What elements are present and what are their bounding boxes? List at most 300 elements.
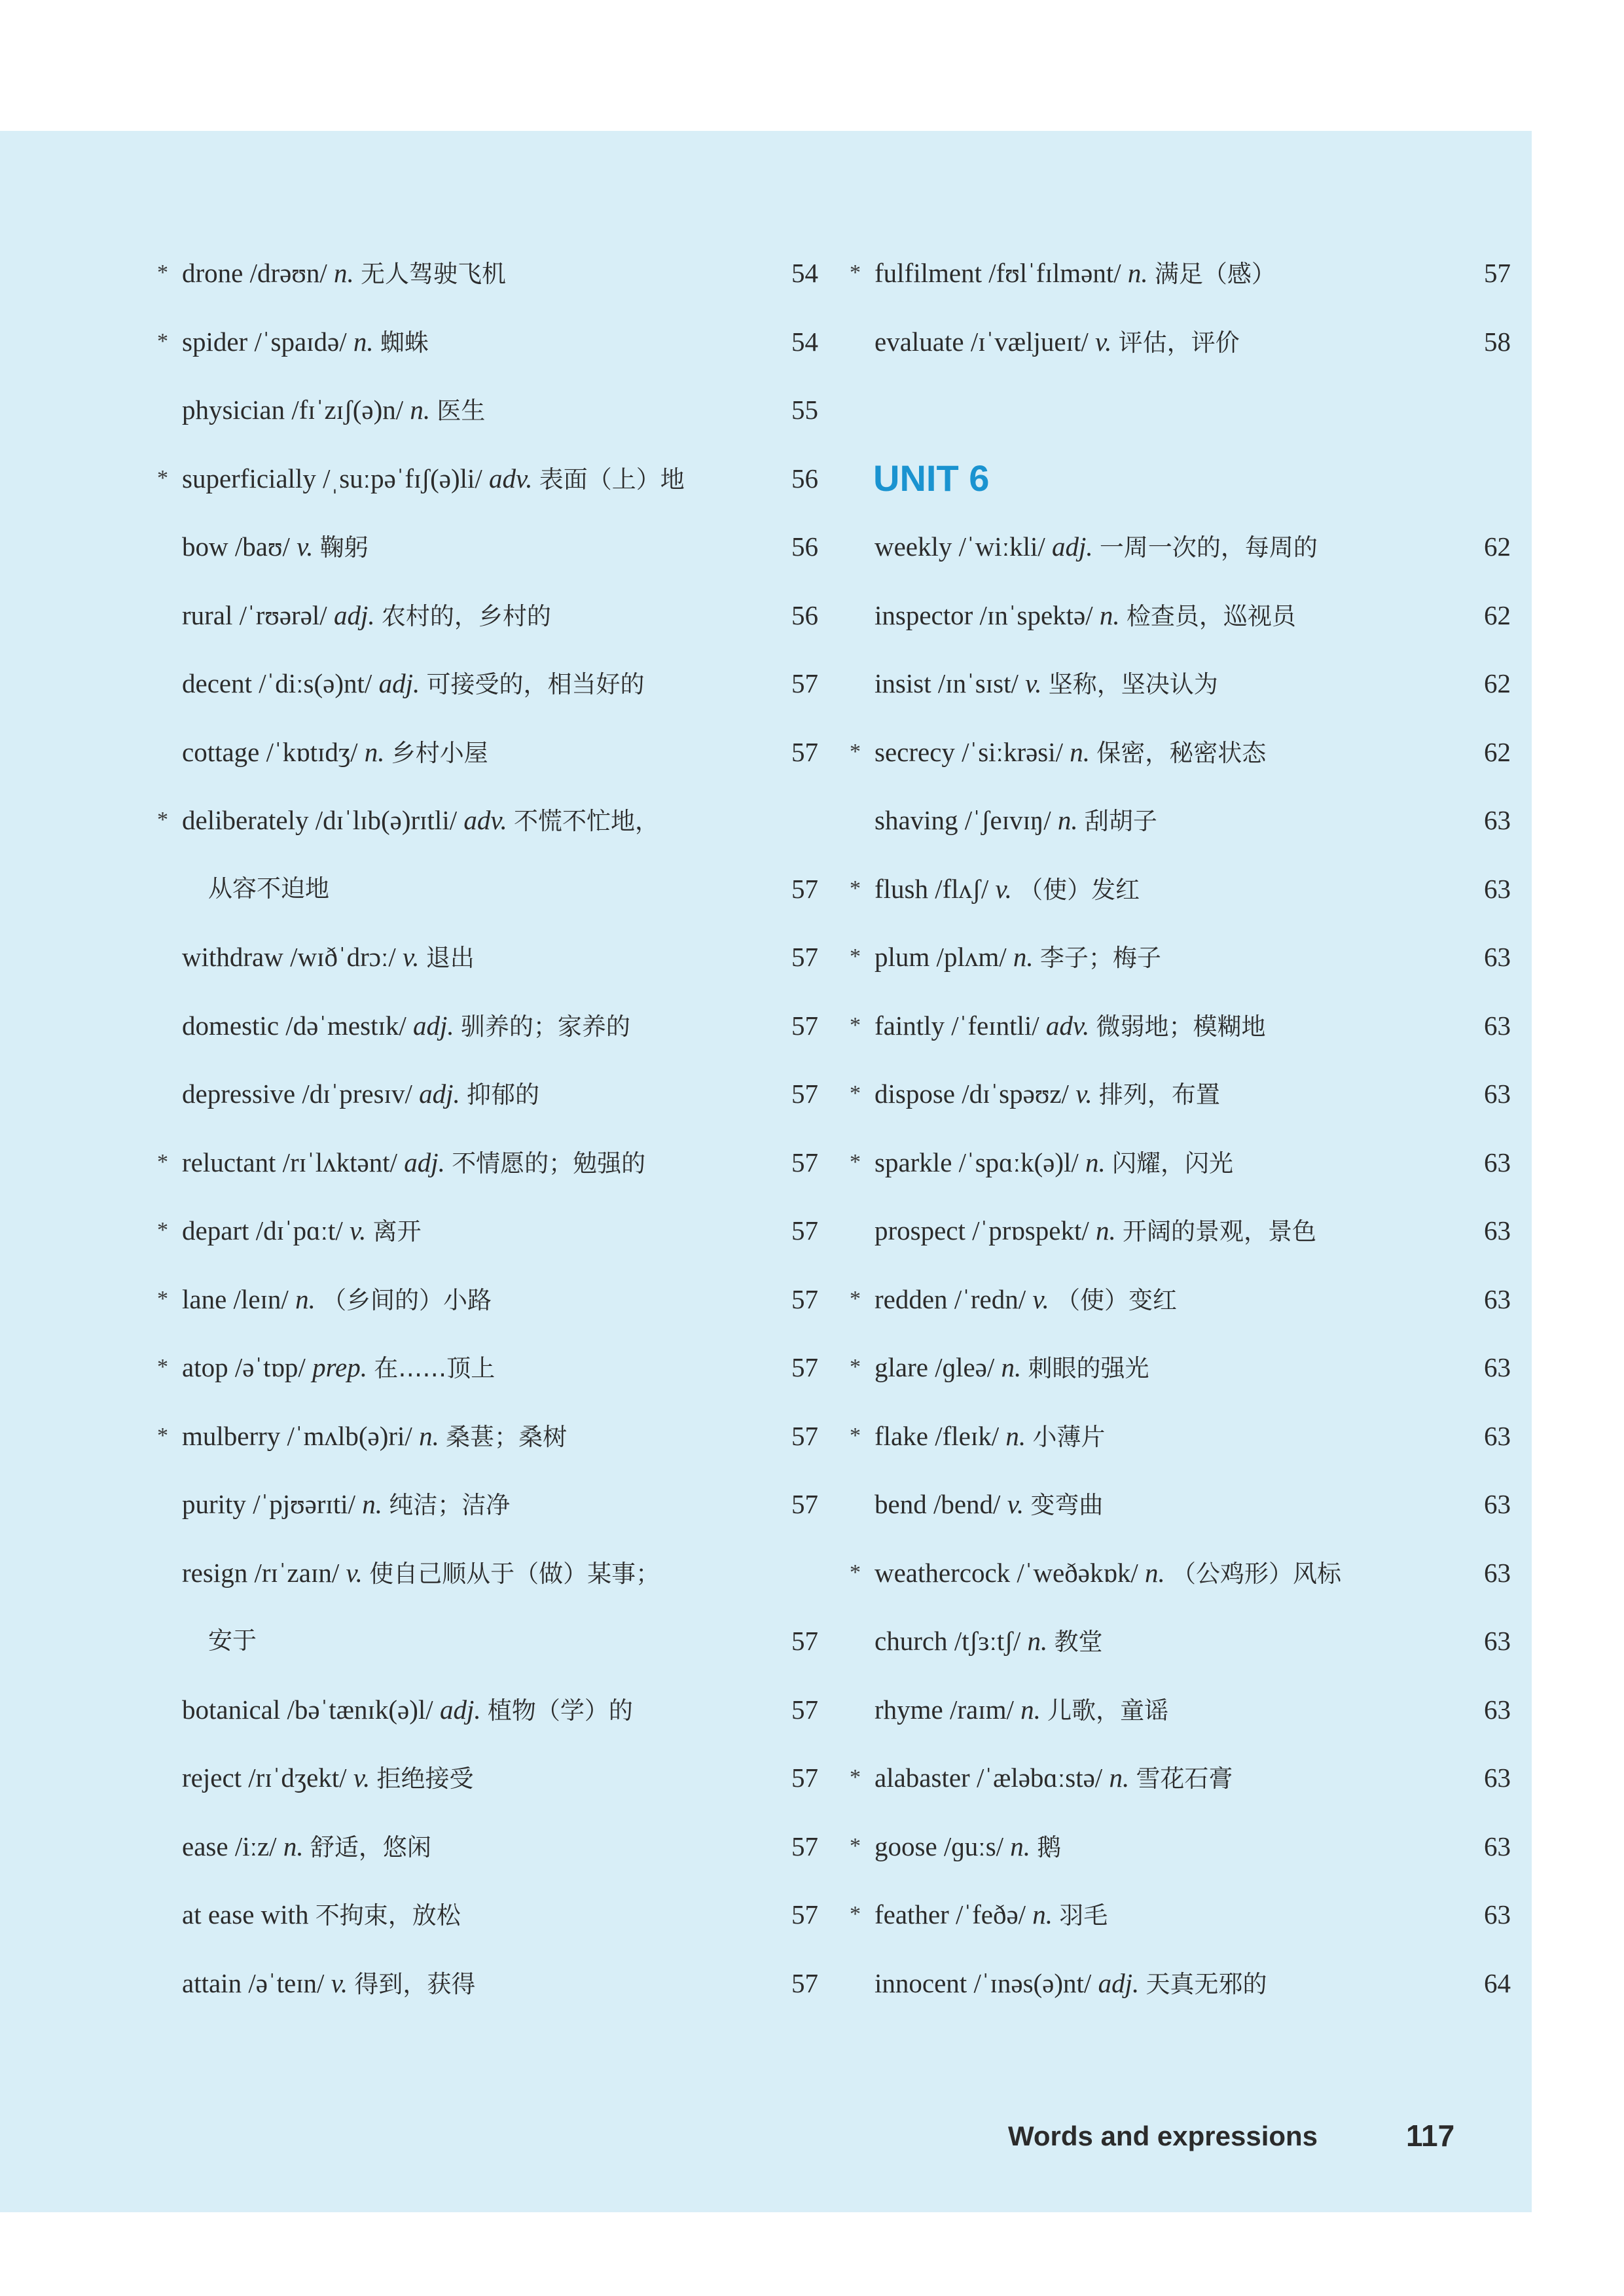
chinese-meaning: 桑葚；桑树 [446, 1422, 568, 1451]
entry-text [875, 992, 1266, 1062]
phonetic: /rɪˈlʌktənt/ [282, 1147, 398, 1177]
star-marker: * [850, 1902, 861, 1926]
page-ref: 57 [791, 1967, 818, 1998]
entry-text [182, 1196, 422, 1266]
entry-text [875, 581, 1296, 651]
phonetic: /ɪnˈspektə/ [979, 600, 1093, 630]
chinese-meaning: 农村的，乡村的 [381, 601, 551, 630]
chinese-meaning: 不拘束，放松 [315, 1901, 461, 1929]
part-of-speech: n. [1127, 258, 1148, 288]
chinese-meaning: 不慌不忙地， [514, 807, 660, 835]
vocab-entry [157, 1128, 818, 1197]
page-ref: 57 [791, 942, 818, 972]
vocab-entry [157, 1949, 818, 2018]
phonetic: /ˈwiːkli/ [958, 531, 1045, 562]
right-column-unit-entries [850, 512, 1511, 2017]
chinese-meaning: 天真无邪的 [1146, 1969, 1267, 1998]
chinese-meaning: 检查员，巡视员 [1126, 601, 1296, 630]
entry-text [182, 1812, 431, 1882]
headword: spider [182, 326, 248, 357]
chinese-meaning: 无人驾驶飞机 [361, 260, 506, 288]
page-ref: 57 [791, 1010, 818, 1041]
page-ref: 63 [1484, 1420, 1511, 1451]
entry-text [182, 923, 475, 993]
page-ref: 63 [1484, 1283, 1511, 1314]
phonetic: /tʃɜːtʃ/ [954, 1626, 1021, 1656]
headword: redden [875, 1283, 948, 1314]
star-marker: * [157, 1218, 168, 1242]
star-marker: * [850, 1149, 861, 1174]
part-of-speech: n. [1010, 1831, 1031, 1861]
page-ref: 57 [791, 1420, 818, 1451]
phonetic: /rɪˈzaɪn/ [254, 1557, 340, 1588]
phonetic: /ˈmʌlb(ə)ri/ [287, 1420, 412, 1451]
entry-text [182, 1676, 633, 1746]
headword: goose [875, 1831, 937, 1861]
part-of-speech: adj. [413, 1010, 454, 1041]
vocab-entry [157, 1196, 818, 1265]
phonetic: /ˈredn/ [954, 1283, 1026, 1314]
page-ref: 56 [791, 531, 818, 562]
headword: inspector [875, 600, 973, 630]
vocab-entry [850, 1333, 1511, 1402]
entry-text [182, 718, 488, 788]
entry-text [182, 581, 551, 651]
vocab-entry [157, 1812, 818, 1881]
part-of-speech: n. [1085, 1147, 1106, 1177]
page-ref: 63 [1484, 1215, 1511, 1246]
vocab-entry [157, 581, 818, 650]
footer-page-number: 117 [1406, 2119, 1455, 2153]
page-ref: 57 [1484, 258, 1511, 288]
entry-text [875, 855, 1140, 925]
part-of-speech: adj. [333, 600, 375, 630]
chinese-meaning: 使自己顺从于（做）某事； [369, 1559, 660, 1588]
page-ref: 57 [791, 736, 818, 767]
star-marker: * [157, 1355, 168, 1379]
vocab-entry [157, 718, 818, 787]
star-marker: * [850, 1013, 861, 1037]
part-of-speech: n. [1099, 600, 1120, 630]
page-ref: 58 [1484, 326, 1511, 357]
part-of-speech: adj. [439, 1694, 481, 1725]
vocab-entry [850, 1812, 1511, 1881]
entry-text [182, 1265, 492, 1335]
part-of-speech: n. [334, 258, 354, 288]
chinese-meaning: 刺眼的强光 [1028, 1354, 1149, 1382]
phonetic: /ˈpjʊərɪti/ [253, 1489, 356, 1519]
headword: plum [875, 942, 930, 972]
headword: domestic [182, 1010, 280, 1041]
headword: church [875, 1626, 948, 1656]
page-ref: 55 [791, 395, 818, 425]
part-of-speech: v. [353, 1763, 370, 1793]
headword: drone [182, 258, 244, 288]
phonetic: /dɪˈpɑːt/ [255, 1215, 343, 1246]
chinese-meaning: 儿歌，童谣 [1047, 1696, 1169, 1725]
part-of-speech: adj. [378, 668, 420, 698]
chinese-meaning: 抑郁的 [467, 1081, 539, 1109]
part-of-speech: v. [1075, 1079, 1092, 1109]
headword: reluctant [182, 1147, 276, 1177]
phonetic: /ɪnˈsɪst/ [937, 668, 1019, 698]
star-marker: * [850, 1355, 861, 1379]
vocab-entry [157, 376, 818, 444]
chinese-meaning: 舒适，悠闲 [310, 1833, 431, 1861]
entry-continuation: 安于 [208, 1626, 257, 1655]
phonetic: /rɪˈdʒekt/ [248, 1763, 347, 1793]
phonetic: /ɡleə/ [935, 1352, 995, 1382]
entry-text [875, 718, 1266, 788]
chinese-meaning: （公鸡形）风标 [1172, 1559, 1342, 1588]
phonetic: /bend/ [933, 1489, 1001, 1519]
entry-text [182, 1744, 473, 1814]
headword: superficially [182, 463, 316, 493]
entry-text [182, 1880, 461, 1950]
entry-text [182, 1333, 495, 1403]
phonetic: /wɪðˈdrɔː/ [290, 942, 396, 972]
headword: atop [182, 1352, 228, 1382]
part-of-speech: adv. [463, 805, 507, 835]
part-of-speech: adj. [1052, 531, 1093, 562]
page-ref: 62 [1484, 736, 1511, 767]
page-ref: 63 [1484, 1831, 1511, 1861]
part-of-speech: n. [1057, 805, 1078, 835]
phonetic: /ˈfeðə/ [956, 1899, 1026, 1929]
phonetic: /dɪˈspəʊz/ [962, 1079, 1069, 1109]
chinese-meaning: 得到，获得 [354, 1969, 476, 1998]
headword: at ease with [182, 1899, 309, 1929]
chinese-meaning: 可接受的，相当好的 [426, 670, 645, 698]
page-ref: 63 [1484, 1694, 1511, 1725]
chinese-meaning: 变弯曲 [1030, 1491, 1104, 1519]
vocab-entry [850, 1128, 1511, 1197]
vocab-entry [850, 1607, 1511, 1676]
page-ref: 57 [791, 1763, 818, 1793]
vocab-entry [850, 581, 1511, 650]
headword: depressive [182, 1079, 296, 1109]
vocab-entry [157, 512, 818, 581]
headword: weathercock [875, 1557, 1011, 1588]
part-of-speech: n. [1020, 1694, 1041, 1725]
chinese-meaning: 微弱地；模糊地 [1096, 1012, 1266, 1041]
vocab-entry [850, 992, 1511, 1060]
entry-text [182, 1949, 475, 2019]
phonetic: /əˈtɒp/ [234, 1352, 306, 1382]
headword: bend [875, 1489, 927, 1519]
entry-text [875, 308, 1240, 378]
unit-heading-text: UNIT 6 [873, 457, 990, 499]
headword: evaluate [875, 326, 964, 357]
part-of-speech: n. [1001, 1352, 1022, 1382]
page-ref: 63 [1484, 1557, 1511, 1588]
part-of-speech: n. [353, 326, 374, 357]
entry-text [182, 1539, 660, 1609]
chinese-meaning: 评估，评价 [1118, 328, 1240, 357]
page-ref: 57 [791, 1694, 818, 1725]
part-of-speech: v. [350, 1215, 367, 1246]
star-marker: * [157, 1286, 168, 1311]
phonetic: /raɪm/ [950, 1694, 1014, 1725]
part-of-speech: v. [403, 942, 420, 972]
chinese-meaning: 排列，布置 [1098, 1081, 1220, 1109]
chinese-meaning: 在……顶上 [374, 1354, 496, 1382]
vocab-entry [157, 1744, 818, 1812]
headword: dispose [875, 1079, 955, 1109]
phonetic: /bəˈtænɪk(ə)l/ [287, 1694, 433, 1725]
headword: bow [182, 531, 228, 562]
vocab-entry [157, 923, 818, 992]
part-of-speech: n. [1095, 1215, 1116, 1246]
vocab-entry [850, 1470, 1511, 1539]
entry-text [182, 992, 630, 1062]
entry-text [875, 512, 1318, 583]
entry-continuation: 从容不迫地 [208, 874, 329, 903]
phonetic: /plʌm/ [936, 942, 1007, 972]
vocab-entry [850, 923, 1511, 992]
page-ref: 57 [791, 1079, 818, 1109]
vocab-entry [850, 718, 1511, 787]
chinese-meaning: 满足（感） [1154, 260, 1276, 288]
part-of-speech: v. [331, 1967, 348, 1998]
star-marker: * [850, 1286, 861, 1311]
vocab-entry [157, 1333, 818, 1402]
page-ref: 63 [1484, 942, 1511, 972]
headword: deliberately [182, 805, 309, 835]
phonetic: /fɪˈzɪʃ(ə)n/ [291, 395, 404, 425]
entry-text [875, 649, 1218, 719]
phonetic: /fleɪk/ [935, 1420, 1000, 1451]
headword: physician [182, 395, 285, 425]
chinese-meaning: 不情愿的；勉强的 [452, 1149, 646, 1177]
vocab-entry [157, 239, 818, 308]
chinese-meaning: 纯洁；洁净 [389, 1491, 511, 1519]
entry-text [182, 376, 485, 446]
part-of-speech: n. [295, 1283, 316, 1314]
page-ref: 56 [791, 600, 818, 630]
footer-title: Words and expressions [1008, 2121, 1318, 2151]
entry-text [182, 308, 429, 378]
chinese-meaning: 蜘蛛 [380, 328, 429, 357]
vocab-entry [850, 1949, 1511, 2018]
chinese-meaning: 乡村小屋 [391, 738, 488, 767]
headword: weekly [875, 531, 952, 562]
entry-text [875, 1744, 1233, 1814]
phonetic: /ˈweðəkɒk/ [1017, 1557, 1138, 1588]
vocab-entry [157, 1607, 818, 1676]
part-of-speech: n. [1032, 1899, 1053, 1929]
page-ref: 63 [1484, 1079, 1511, 1109]
page-ref: 63 [1484, 1626, 1511, 1656]
headword: depart [182, 1215, 249, 1246]
headword: resign [182, 1557, 248, 1588]
entry-text [875, 1128, 1233, 1198]
headword: rhyme [875, 1694, 943, 1725]
phonetic: /ɡuːs/ [943, 1831, 1004, 1861]
star-marker: * [850, 1560, 861, 1585]
page-ref: 63 [1484, 1763, 1511, 1793]
chinese-meaning: 雪花石膏 [1136, 1765, 1233, 1793]
part-of-speech: adj. [404, 1147, 445, 1177]
phonetic: /ˈrʊərəl/ [239, 600, 327, 630]
headword: withdraw [182, 942, 283, 972]
vocab-entry [157, 308, 818, 376]
part-of-speech: n. [1013, 942, 1034, 972]
phonetic: /ˈfeɪntli/ [951, 1010, 1039, 1041]
star-marker: * [850, 739, 861, 764]
part-of-speech: n. [410, 395, 431, 425]
part-of-speech: v. [1032, 1283, 1049, 1314]
vocab-entry [850, 1744, 1511, 1812]
entry-text [875, 786, 1157, 856]
star-marker: * [850, 1081, 861, 1105]
chinese-meaning: 离开 [372, 1217, 422, 1246]
page-ref: 62 [1484, 600, 1511, 630]
phonetic: /ˌsuːpəˈfɪʃ(ə)li/ [323, 463, 482, 493]
part-of-speech: adv. [489, 463, 533, 493]
phonetic: /ˈsiːkrəsi/ [962, 736, 1064, 767]
page-ref: 62 [1484, 668, 1511, 698]
page-ref: 56 [791, 463, 818, 493]
part-of-speech: n. [419, 1420, 439, 1451]
headword: attain [182, 1967, 242, 1998]
entry-text [182, 1060, 539, 1130]
vocab-entry [157, 1060, 818, 1128]
headword: purity [182, 1489, 246, 1519]
part-of-speech: n. [362, 1489, 383, 1519]
chinese-meaning: 驯养的；家养的 [460, 1012, 630, 1041]
phonetic: /əˈteɪn/ [248, 1967, 325, 1998]
part-of-speech: prep. [312, 1352, 367, 1382]
headword: shaving [875, 805, 958, 835]
chinese-meaning: 退出 [425, 944, 475, 972]
star-marker: * [157, 1423, 168, 1448]
page-ref: 62 [1484, 531, 1511, 562]
entry-text [182, 649, 644, 719]
page-ref: 63 [1484, 805, 1511, 835]
vocab-entry [157, 855, 818, 924]
right-column [850, 239, 1511, 2017]
vocab-entry [157, 444, 818, 513]
star-marker: * [850, 260, 861, 285]
entry-text [182, 786, 659, 856]
chinese-meaning: 开阔的景观，景色 [1122, 1217, 1316, 1246]
page-ref: 57 [791, 1831, 818, 1861]
part-of-speech: adj. [419, 1079, 460, 1109]
part-of-speech: v. [1007, 1489, 1024, 1519]
page-ref: 63 [1484, 1489, 1511, 1519]
entry-text [875, 1265, 1177, 1335]
phonetic: /ˈspaɪdə/ [254, 326, 347, 357]
page-ref: 63 [1484, 873, 1511, 904]
phonetic: /ˈprɒspekt/ [972, 1215, 1089, 1246]
vocab-entry [850, 855, 1511, 924]
headword: secrecy [875, 736, 955, 767]
part-of-speech: v. [995, 873, 1012, 904]
chinese-meaning: 小薄片 [1032, 1422, 1106, 1451]
page-ref: 63 [1484, 1010, 1511, 1041]
entry-text [875, 923, 1161, 993]
chinese-meaning: 李子；梅子 [1039, 944, 1161, 972]
headword: glare [875, 1352, 928, 1382]
entry-text [875, 1470, 1103, 1540]
chinese-meaning: 一周一次的，每周的 [1099, 533, 1318, 562]
part-of-speech: v. [297, 531, 314, 562]
headword: prospect [875, 1215, 965, 1246]
part-of-speech: n. [283, 1831, 304, 1861]
entry-text [875, 1402, 1105, 1472]
chinese-meaning: 表面（上）地 [539, 465, 685, 493]
vocab-entry [850, 786, 1511, 855]
chinese-meaning: 坚称，坚决认为 [1048, 670, 1218, 698]
entry-text [875, 1676, 1168, 1746]
entry-text [875, 1539, 1341, 1609]
star-marker: * [850, 1765, 861, 1789]
vocab-entry [157, 1676, 818, 1744]
part-of-speech: v. [1025, 668, 1042, 698]
part-of-speech: n. [1005, 1420, 1026, 1451]
phonetic: /ˈspɑːk(ə)l/ [958, 1147, 1079, 1177]
part-of-speech: n. [364, 736, 385, 767]
page-ref: 57 [791, 1489, 818, 1519]
star-marker: * [850, 876, 861, 901]
page-ref: 63 [1484, 1147, 1511, 1177]
phonetic: /ˈɪnəs(ə)nt/ [973, 1967, 1092, 1998]
phonetic: /dəˈmestɪk/ [285, 1010, 406, 1041]
headword: fulfilment [875, 258, 982, 288]
part-of-speech: n. [1145, 1557, 1165, 1588]
headword: innocent [875, 1967, 967, 1998]
chinese-meaning: 植物（学）的 [487, 1696, 633, 1725]
part-of-speech: v. [346, 1557, 363, 1588]
star-marker: * [157, 329, 168, 353]
chinese-meaning: 鞠躬 [319, 533, 369, 562]
vocab-entry [850, 1060, 1511, 1128]
right-column-top-entries [850, 239, 1511, 376]
vocab-entry [157, 1402, 818, 1471]
headword: feather [875, 1899, 949, 1929]
entry-text [875, 1196, 1316, 1266]
phonetic: /flʌʃ/ [935, 873, 989, 904]
vocab-entry [157, 1880, 818, 1949]
entry-text [182, 239, 506, 309]
entry-text [875, 1333, 1149, 1403]
left-column [157, 239, 818, 2017]
headword: rural [182, 600, 233, 630]
vocab-entry [157, 649, 818, 718]
headword: flake [875, 1420, 928, 1451]
phonetic: /ˈʃeɪvɪŋ/ [964, 805, 1051, 835]
chinese-meaning: （使）变红 [1056, 1285, 1178, 1314]
vocab-entry [850, 1539, 1511, 1607]
chinese-meaning: 医生 [437, 397, 486, 425]
phonetic: /baʊ/ [234, 531, 290, 562]
page-ref: 63 [1484, 1899, 1511, 1929]
headword: mulberry [182, 1420, 281, 1451]
page-ref: 57 [791, 1899, 818, 1929]
star-marker: * [157, 808, 168, 832]
phonetic: /ɪˈvæljueɪt/ [970, 326, 1089, 357]
phonetic: /dɪˈlɪb(ə)rɪtli/ [315, 805, 458, 835]
part-of-speech: n. [1109, 1763, 1130, 1793]
page-ref: 54 [791, 258, 818, 288]
vocab-entry [157, 1265, 818, 1334]
phonetic: /ˈdiːs(ə)nt/ [259, 668, 372, 698]
chinese-meaning: 保密，秘密状态 [1096, 738, 1267, 767]
headword: flush [875, 873, 928, 904]
entry-text [182, 1402, 567, 1472]
headword: cottage [182, 736, 260, 767]
